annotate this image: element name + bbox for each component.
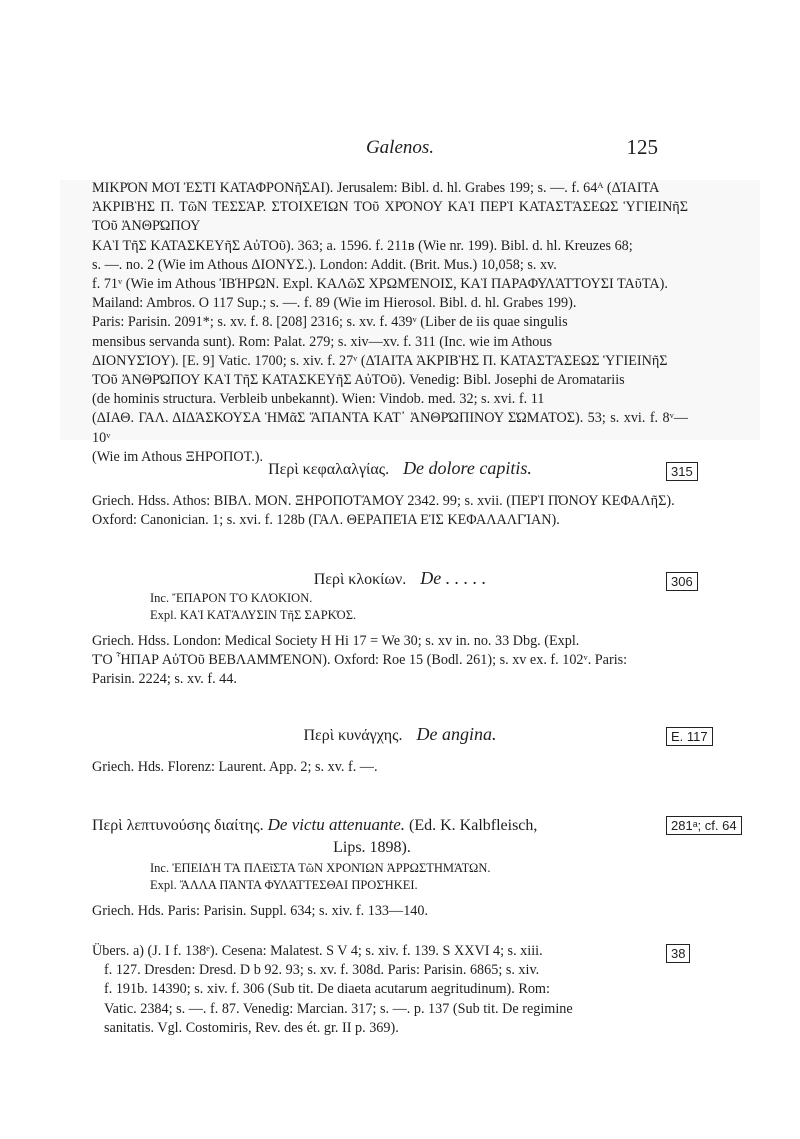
text-line: f. 71ᵛ (Wie im Athous ἸΒΉΡΩΝ. Expl. ΚΑΛῶΣ ΧΡΩΜΈΝΟΙΣ, ΚΑῚ ΠΑΡΑΦΥΛΆΤΤΟΥΣΙ ΤΑῦΤΑ). [92,276,668,293]
margin-reference: E. 117 [666,727,713,746]
margin-reference: 315 [666,462,698,481]
text-line: ΔΙΟΝΥΣΊΟΥ). [E. 9] Vatic. 1700; s. xiv. f. 27ᵛ (ΔΊΑΙΤΑ ἈΚΡΙΒῊΣ Π. ΚΑΤΑΣΤΆΣΕΩΣ ὙΓΙΕΙΝῆΣ [92,352,668,369]
continuation-block [92,179,688,467]
heading-latin: De victu attenuante. [267,815,405,834]
text-line: Übers. a) (J. I f. 138ᵉ). Cesena: Malatest. S V 4; s. xiv. f. 139. S XXVI 4; s. xiii. [92,943,543,959]
text-line: (Wie im Athous ΞΗΡΟΠΟΤ.). [92,448,264,465]
heading-greek: Περὶ κλοκίων. [313,571,407,588]
explicit: Expl. ἌΛΛΑ ΠΆΝΤΑ ΦΥΛΆΤΤΕΣΘΑΙ ΠΡΟΣΉΚΕΙ. [150,878,418,892]
heading-latin: De . . . . . [420,568,487,588]
text-line: Griech. Hdss. Athos: ΒΙΒΛ. ΜΟΝ. ΞΗΡΟΠΟΤΆΜΟΥ 2342. 99; s. xvii. (ΠΕΡῚ ΠΌΝΟΥ ΚΕΦΑΛῆΣ). [92,493,675,509]
text-line: Vatic. 2384; s. —. f. 87. Venedig: Marcian. 317; s. —. p. 137 (Sub tit. De regimine [104,1000,573,1017]
text-line: (de hominis structura. Verbleib unbekannt). Wien: Vindob. med. 32; s. xvi. f. 11 [92,391,545,408]
text-line: Parisin. 2224; s. xv. f. 44. [92,671,237,688]
section-heading-de-victu-attenuante [92,814,652,859]
text-line: f. 127. Dresden: Dresd. D b 92. 93; s. xv. f. 308d. Paris: Parisin. 6865; s. xiv. [104,962,540,979]
margin-reference: 38 [666,944,690,963]
text-line: f. 191b. 14390; s. xiv. f. 306 (Sub tit. De diaeta acutarum aegritudinum). Rom: [104,981,550,998]
text-line: sanitatis. Vgl. Costomiris, Rev. des ét. gr. II p. 369). [104,1019,399,1036]
text-line: (ΔΙΑΘ. ΓΑΛ. ΔΙΔΆΣΚΟΥΣΑ ἩΜᾶΣ ἍΠΑΝΤΑ ΚΑΤ᾽ ἈΝΘΡΏΠΙΝΟΥ ΣΏΜΑΤΟΣ). 53; s. xvi. f. 8ᵛ—10ᵛ [92,410,688,446]
text-line: Paris: Parisin. 2091*; s. xv. f. 8. [208] 2316; s. xv. f. 439ᵛ (Liber de iis quae singulis [92,314,568,331]
text-line: s. —. no. 2 (Wie im Athous ΔΙΟΝΥΣ.). London: Addit. (Brit. Mus.) 10,058; s. xv. [92,256,557,273]
text-line: ΚΑῚ ΤῆΣ ΚΑΤΑΣΚΕΥῆΣ ΑὐΤΟῦ). 363; a. 1596. f. 211ʙ (Wie nr. 199). Bibl. d. hl. Kreuzes 68; [92,237,633,254]
text-line: ΜΙΚΡΌΝ ΜΟΊ ἘΣΤΙ ΚΑΤΑΦΡΟΝῆΣΑΙ). Jerusalem: Bibl. d. hl. Grabes 199; s. —. f. 64ᴬ (ΔΊΑΙΤΑ [92,180,660,196]
section-body [92,492,688,530]
text-line: ΤΟῦ ἈΝΘΡΏΠΟΥ ΚΑῚ ΤῆΣ ΚΑΤΑΣΚΕΥῆΣ ΑὐΤΟῦ). Venedig: Bibl. Josephi de Aromatariis [92,372,625,389]
incipit-explicit [150,860,630,894]
incipit: Inc. ἜΠΑΡΟΝ ΤῸ ΚΛΌΚΙΟΝ. [150,591,313,605]
heading-latin: De angina. [416,724,497,744]
heading-latin: De dolore capitis. [403,458,532,478]
text-line: Griech. Hds. Florenz: Laurent. App. 2; s. xv. f. —. [92,759,378,775]
page-number: 125 [626,135,658,159]
incipit-explicit [150,590,630,624]
text-line: ἈΚΡΙΒῊΣ Π. ΤῶΝ ΤΕΣΣΆΡ. ΣΤΟΙΧΕΊΩΝ ΤΟῦ ΧΡΌΝΟΥ ΚΑῚ ΠΕΡῚ ΚΑΤΑΣΤΆΣΕΩΣ ὙΓΙΕΙΝῆΣ ΤΟῦ ἈΝΘΡΏΠΟΥ [92,199,688,235]
edition-note-cont: Lips. 1898). [333,839,411,856]
running-title: Galenos. [365,137,435,158]
text-line: mensibus servanda sunt). Rom: Palat. 279; s. xiv—xv. f. 311 (Inc. wie im Athous [92,333,552,350]
translations-block [92,942,688,1038]
text-line: ΤῸ ἯΠΑΡ ΑὐΤΟῦ ΒΕΒΛΑΜΜΈΝΟΝ). Oxford: Roe 15 (Bodl. 261); s. xv ex. f. 102ᵛ. Paris: [92,652,628,669]
section-body [92,632,688,690]
explicit: Expl. ΚΑῚ ΚΑΤΆΛΥΣΙΝ ΤῆΣ ΣΑΡΚΌΣ. [150,608,357,622]
edition-note: (Ed. K. Kalbfleisch, [409,817,538,834]
heading-greek: Περὶ κυνάγχης. [303,727,403,744]
section-body [92,758,688,777]
heading-greek: Περὶ λεπτυνούσης διαίτης. [92,817,264,834]
section-body [92,902,688,921]
heading-greek: Περὶ κεφαλαλγίας. [268,461,390,478]
text-line: Oxford: Canonician. 1; s. xvi. f. 128b (ΓΑΛ. ΘΕΡΑΠΕΊΑ ΕἸΣ ΚΕΦΑΛΑΛΓΊΑΝ). [92,512,560,529]
text-line: Griech. Hdss. London: Medical Society H Hi 17 = We 30; s. xv in. no. 33 Dbg. (Expl. [92,633,580,649]
text-line: Griech. Hds. Paris: Parisin. Suppl. 634; s. xiv. f. 133—140. [92,903,429,919]
incipit: Inc. ἘΠΕΙΔῊ ΤᾺ ΠΛΕῖΣΤΑ ΤῶΝ ΧΡΟΝΊΩΝ ἈΡΡΩΣΤΗΜΆΤΩΝ. [150,861,491,875]
margin-reference: 306 [666,572,698,591]
margin-reference: 281ᵃ; cf. 64 [666,816,742,835]
text-line: Mailand: Ambros. O 117 Sup.; s. —. f. 89 (Wie im Hierosol. Bibl. d. hl. Grabes 199). [92,295,577,312]
